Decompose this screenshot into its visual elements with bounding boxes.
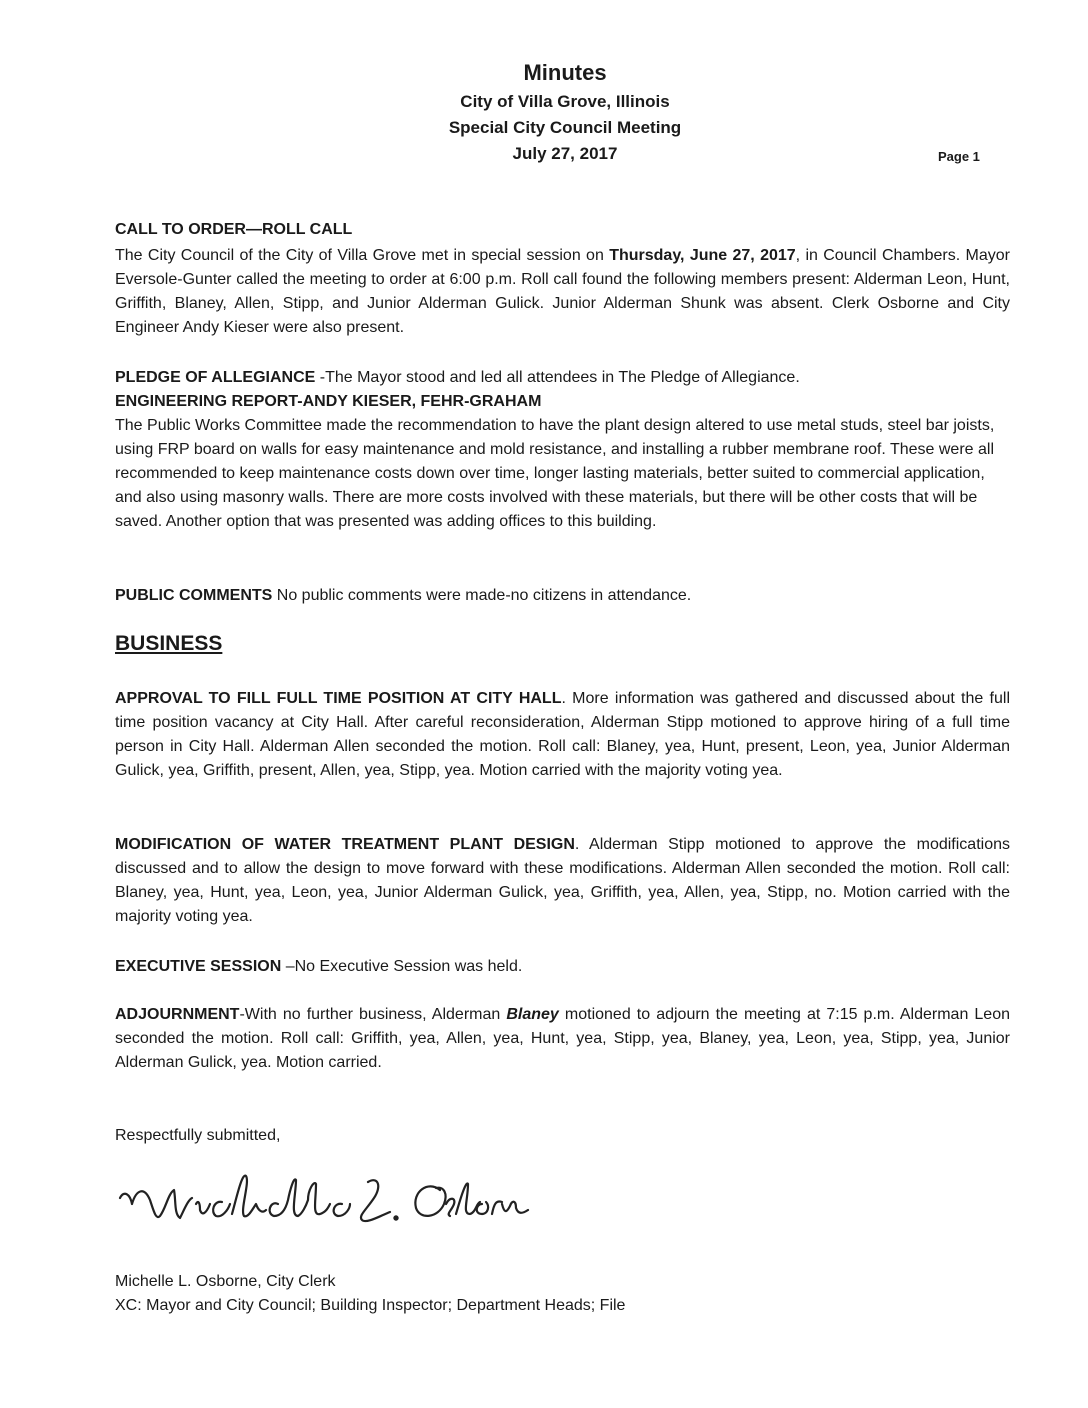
meeting-type: Special City Council Meeting [448,118,682,137]
document-title: Minutes [523,60,607,85]
pledge-text: -The Mayor stood and led all attendees in The Pledge of Allegiance. [315,369,800,386]
pledge-heading: PLEDGE OF ALLEGIANCE [115,369,316,386]
public-comments-text: No public comments were made-no citizens in attendance. [272,587,692,604]
call-to-order-title: CALL TO ORDER—ROLL CALL [115,221,353,238]
modification-heading: MODIFICATION OF WATER TREATMENT PLANT DESIGN [115,836,575,853]
adjournment-heading: ADJOURNMENT [115,1006,240,1023]
call-to-order-date: Thursday, June 27, 2017 [609,247,796,264]
adjournment-text-2: motioned to adjourn the meeting at 7:15 p.m. Alderman Leon seconded the motion. Roll call: Griffith, yea, Allen, yea, Hunt, yea, Stipp, yea, Blaney, yea, Leon, yea, Stipp, yea, Junior Alderman Gulick, yea. Motion carried. [115,1006,1011,1071]
handwritten-signature [110,1160,530,1240]
public-comments-heading: PUBLIC COMMENTS [115,587,273,604]
city-name: City of Villa Grove, Illinois [460,92,670,111]
call-to-order-paragraph [115,244,1010,340]
modification-paragraph [115,833,1010,929]
executive-text: –No Executive Session was held. [281,958,523,975]
page-number: Page 1 [938,149,980,164]
engineering-heading: ENGINEERING REPORT-ANDY KIESER, FEHR-GRAHAM [115,393,542,410]
executive-paragraph [115,955,1010,979]
pledge-paragraph [115,366,1010,390]
call-to-order-text-1: The City Council of the City of Villa Grove met in special session on [115,247,610,264]
executive-heading: EXECUTIVE SESSION [115,958,282,975]
engineering-paragraph [115,414,1010,534]
signer-name: Michelle L. Osborne, City Clerk [115,1273,336,1290]
adjournment-text-1: -With no further business, Alderman [239,1006,507,1023]
approval-text: . More information was gathered and discussed about the full time position vacancy at City Hall. After careful reconsideration, Alderman Stipp motioned to approve hiring of a full time person in City Hall. Alderman Allen seconded the motion. Roll call: Blaney, yea, Hunt, present, Leon, yea, Junior Alderman Gulick, yea, Griffith, present, Allen, yea, Stipp, yea. Motion carried with the majority voting yea. [115,690,1011,779]
engineering-text: The Public Works Committee made the recommendation to have the plant design altered to use metal studs, steel bar joists, using FRP board on walls for easy maintenance and mold resistance, and installing a rubber membrane roof. These were all recommended to keep maintenance costs down over time, longer lasting materials, better suited to commercial application, and also using masonry walls. There are more costs involved with these materials, but there will be other costs that will be saved. Another option that was presented was adding offices to this building. [115,417,995,530]
modification-text: . Alderman Stipp motioned to approve the modifications discussed and to allow the design to move forward with these modifications. Alderman Allen seconded the motion. Roll call: Blaney, yea, Hunt, yea, Leon, yea, Junior Alderman Gulick, yea, Griffith, yea, Allen, yea, Stipp, no. Motion carried with the majority voting yea. [115,836,1010,925]
call-to-order-text-2: , in Council Chambers. Mayor Eversole-Gunter called the meeting to order at 6:00 p.m. Roll call found the following members present: Alderman Leon, Hunt, Griffith, Blaney, Allen, Stipp, and Junior Alderman Gulick. Junior Alderman Shunk was absent. Clerk Osborne and City Engineer Andy Kieser were also present. [115,247,1010,336]
approval-paragraph [115,687,1010,783]
distribution-list: XC: Mayor and City Council; Building Inspector; Department Heads; File [115,1297,626,1314]
adjournment-motioner: Blaney [506,1006,559,1023]
adjournment-paragraph [115,1003,1010,1075]
business-heading: BUSINESS [115,632,223,655]
engineering-heading-line [115,390,1010,414]
public-comments-paragraph [115,584,1010,608]
approval-heading: APPROVAL TO FILL FULL TIME POSITION AT CITY HALL [115,690,562,707]
respectfully-submitted: Respectfully submitted, [115,1127,281,1144]
meeting-date: July 27, 2017 [512,144,618,163]
call-to-order-heading [115,218,1010,242]
